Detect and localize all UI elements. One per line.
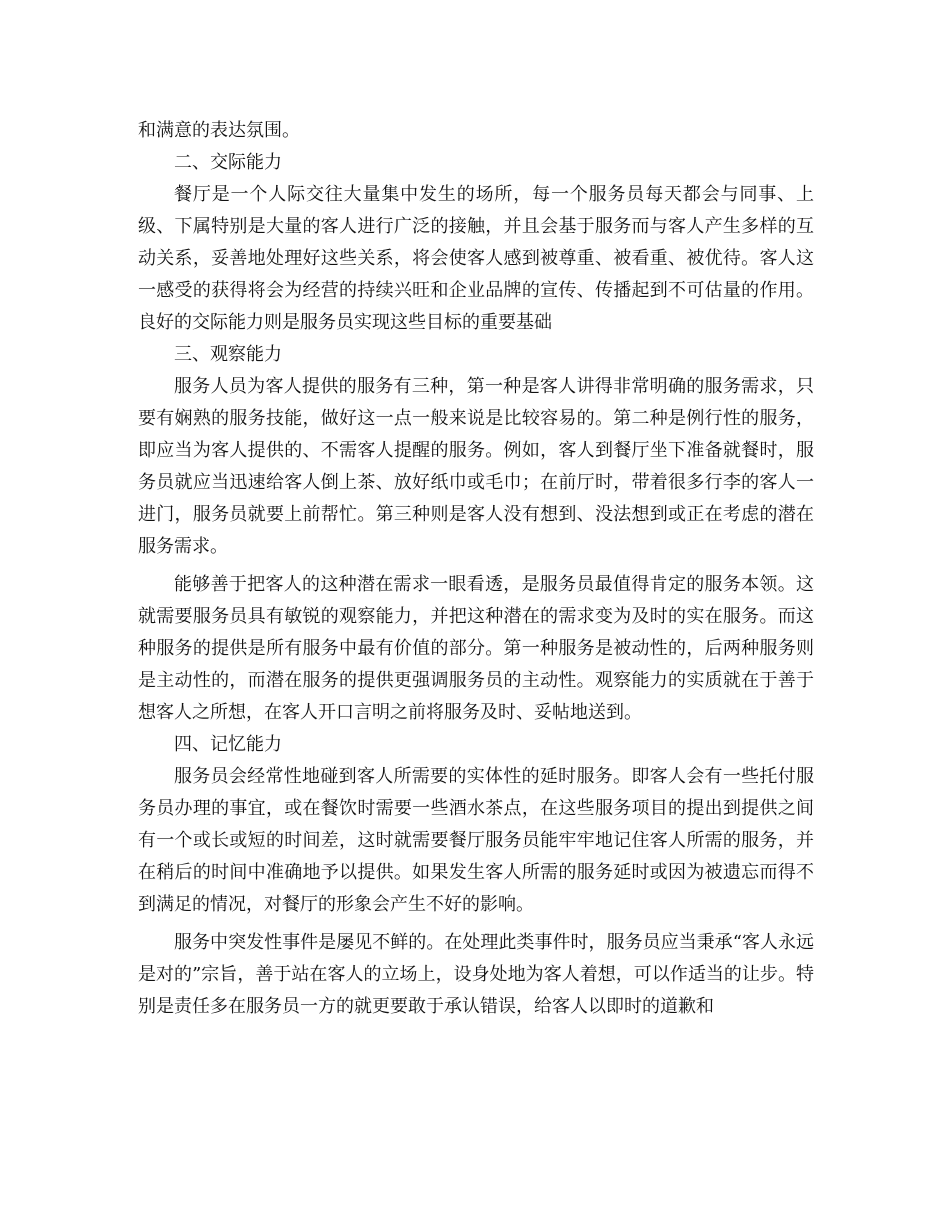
- paragraph-observation-1: 服务人员为客人提供的服务有三种，第一种是客人讲得非常明确的服务需求，只要有娴熟的服务技能，做好这一点一般来说是比较容易的。第二种是例行性的服务，即应当为客人提供的、不需客人提醒的服务。例如，客人到餐厅坐下准备就餐时，服务员就应当迅速给客人倒上茶、放好纸巾或毛巾；在前厅时，带着很多行李的客人一进门，服务员就要上前帮忙。第三种则是客人没有想到、没法想到或正在考虑的潜在服务需求。: [138, 376, 814, 557]
- section-heading-memory: 四、记忆能力: [174, 734, 282, 755]
- section-heading-communication: 二、交际能力: [174, 152, 282, 173]
- paragraph-communication: 餐厅是一个人际交往大量集中发生的场所，每一个服务员每天都会与同事、上级、下属特别是大量的客人进行广泛的接触，并且会基于服务而与客人产生多样的互动关系，妥善地处理好这些关系，将会使客人感到被尊重、被看重、被优待。客人这一感受的获得将会为经营的持续兴旺和企业品牌的宣传、传播起到不可估量的作用。良好的交际能力则是服务员实现这些目标的重要基础: [138, 184, 814, 333]
- document-body: [138, 115, 814, 1023]
- continuation-paragraph: 和满意的表达氛围。: [138, 120, 300, 141]
- paragraph-memory-1: 服务员会经常性地碰到客人所需要的实体性的延时服务。即客人会有一些托付服务员办理的事宜，或在餐饮时需要一些酒水茶点，在这些服务项目的提出到提供之间有一个或长或短的时间差，这时就需要餐厅服务员能牢牢地记住客人所需的服务，并在稍后的时间中准确地予以提供。如果发生客人所需的服务延时或因为被遗忘而得不到满足的情况，对餐厅的形象会产生不好的影响。: [138, 766, 814, 915]
- section-heading-observation: 三、观察能力: [174, 344, 282, 365]
- paragraph-memory-2: 服务中突发性事件是屡见不鲜的。在处理此类事件时，服务员应当秉承“客人永远是对的”宗旨，善于站在客人的立场上，设身处地为客人着想，可以作适当的让步。特别是责任多在服务员一方的就更要敢于承认错误，给客人以即时的道歉和: [138, 932, 814, 1017]
- paragraph-observation-2: 能够善于把客人的这种潜在需求一眼看透，是服务员最值得肯定的服务本领。这就需要服务员具有敏锐的观察能力，并把这种潜在的需求变为及时的实在服务。而这种服务的提供是所有服务中最有价值的部分。第一种服务是被动性的，后两种服务则是主动性的，而潜在服务的提供更强调服务员的主动性。观察能力的实质就在于善于想客人之所想，在客人开口言明之前将服务及时、妥帖地送到。: [138, 574, 814, 723]
